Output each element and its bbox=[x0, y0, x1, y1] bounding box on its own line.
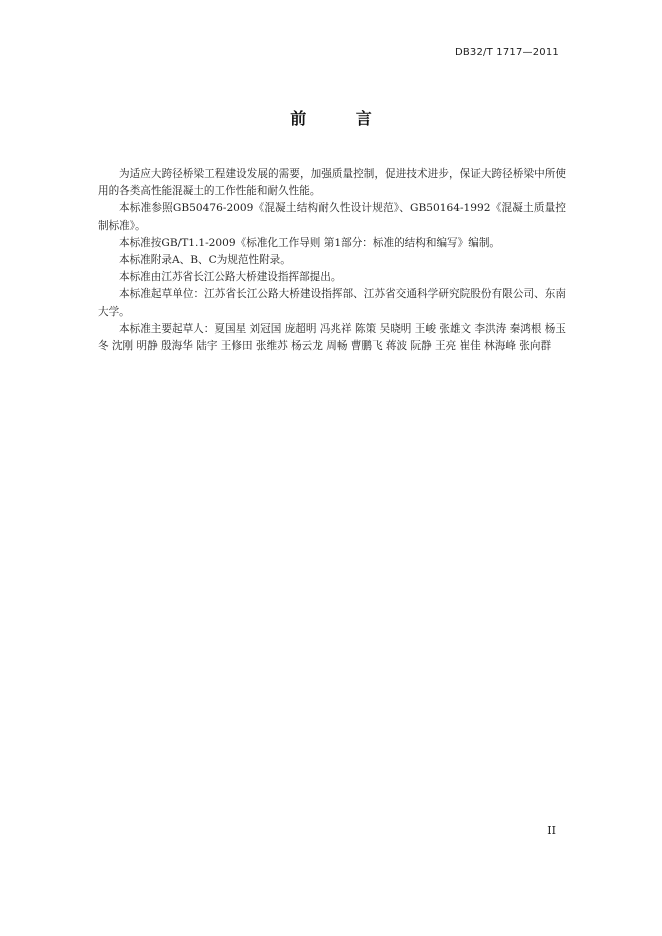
paragraph-purpose: 为适应大跨径桥梁工程建设发展的需要，加强质量控制，促进技术进步，保证大跨径桥梁中所使用的各类高性能混凝土的工作性能和耐久性能。 bbox=[98, 168, 566, 198]
paragraph-references: 本标准参照GB50476-2009《混凝土结构耐久性设计规范》、GB50164-1992《混凝土质量控制标准》。 bbox=[98, 202, 566, 232]
foreword-body bbox=[98, 166, 566, 355]
paragraph-drafting-units: 本标准起草单位：江苏省长江公路大桥建设指挥部、江苏省交通科学研究院股份有限公司、东南大学。 bbox=[98, 288, 566, 318]
paragraph-drafters: 本标准主要起草人：夏国星 刘冠国 庞超明 冯兆祥 陈策 吴晓明 王峻 张雄文 李洪涛 秦鸿根 杨玉冬 沈刚 明静 殷海华 陆宇 王修田 张维苏 杨云龙 周畅 曹鹏飞 蒋波 阮静 王亮 崔佳 林海峰 张向群 bbox=[98, 322, 566, 353]
paragraph-drafting-rules: 本标准按GB/T1.1-2009《标准化工作导则 第1部分：标准的结构和编写》编制。 bbox=[119, 236, 500, 249]
document-code: DB32/T 1717—2011 bbox=[454, 47, 559, 58]
paragraph-appendices: 本标准附录A、B、C为规范性附录。 bbox=[119, 254, 291, 267]
page-title: 前 言 bbox=[290, 109, 394, 128]
paragraph-proposer: 本标准由江苏省长江公路大桥建设指挥部提出。 bbox=[119, 271, 342, 284]
page-number: II bbox=[547, 824, 556, 837]
